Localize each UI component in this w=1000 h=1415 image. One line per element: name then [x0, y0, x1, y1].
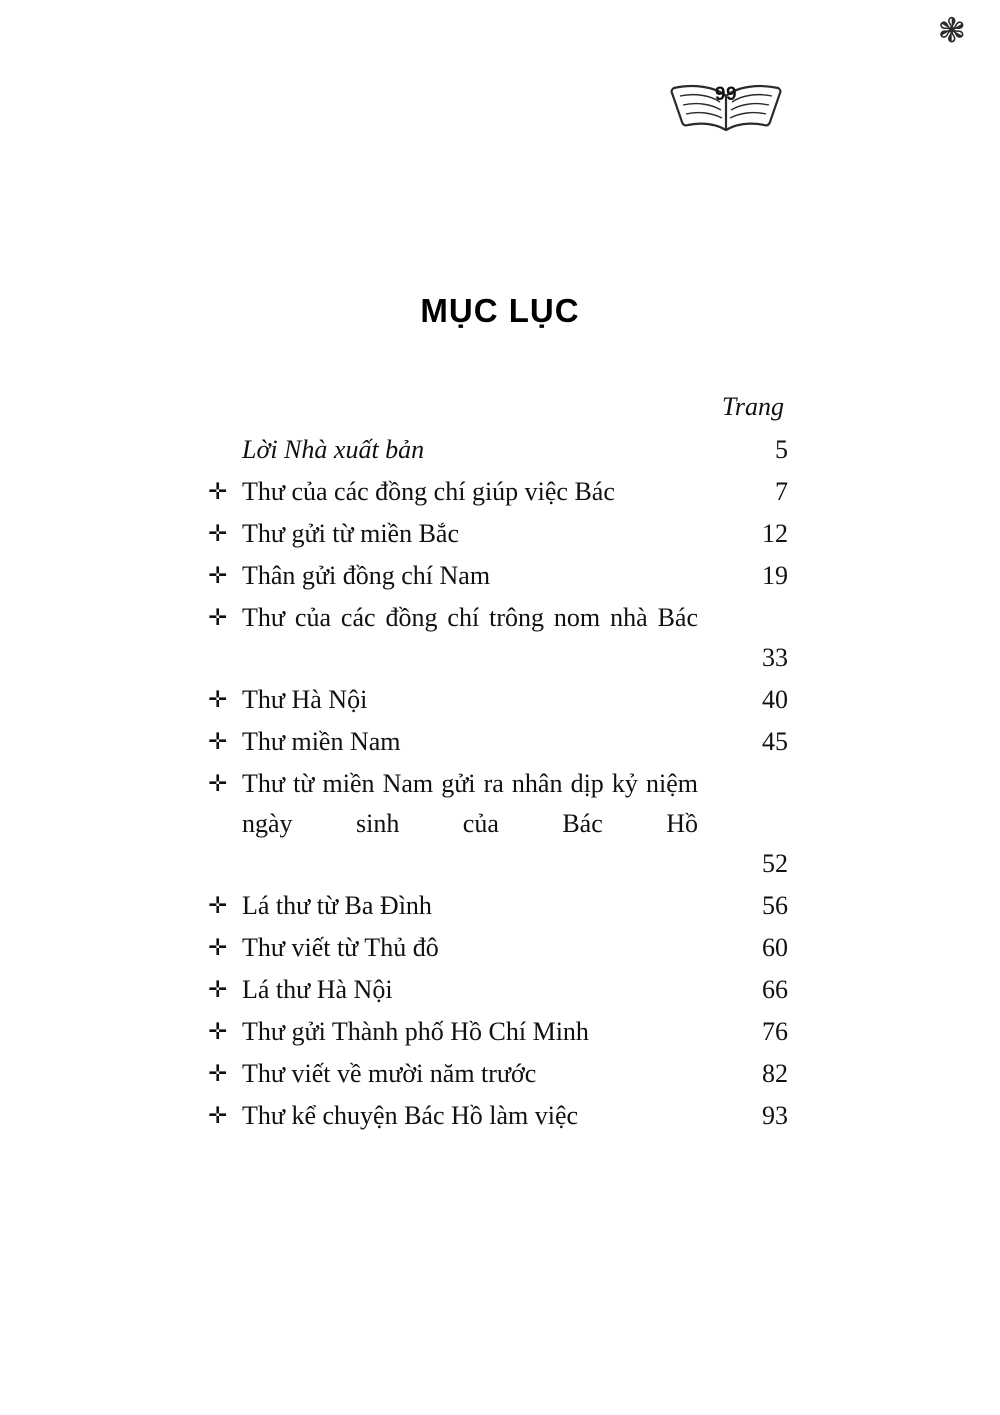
toc-row[interactable]	[208, 1054, 788, 1094]
toc-row[interactable]	[208, 928, 788, 968]
toc-entry-page: 45	[762, 727, 788, 756]
toc-entry-label: Thư viết về mười năm trước	[242, 1059, 537, 1088]
toc-entry-label: Thư Hà Nội	[242, 685, 368, 714]
toc-intro-row[interactable]	[208, 430, 788, 470]
toc-entry-label: Thư viết từ Thủ đô	[242, 933, 439, 962]
cross-bullet-icon: ✛	[208, 1061, 228, 1087]
page-header	[666, 68, 786, 138]
toc-row[interactable]	[208, 1012, 788, 1052]
toc-row[interactable]	[208, 722, 788, 762]
cross-bullet-icon: ✛	[208, 563, 228, 589]
cross-bullet-icon: ✛	[208, 771, 228, 797]
cross-bullet-icon: ✛	[208, 605, 228, 631]
cross-bullet-icon: ✛	[208, 935, 228, 961]
toc-entry-label: Thân gửi đồng chí Nam	[242, 561, 491, 590]
toc-row[interactable]	[208, 598, 788, 678]
toc-row[interactable]	[208, 886, 788, 926]
toc-entry-label: Thư của các đồng chí giúp việc Bác	[242, 477, 615, 506]
cross-bullet-icon: ✛	[208, 521, 228, 547]
toc-entry-label: Thư từ miền Nam gửi ra nhân dịp kỷ niệm ngày sinh của Bác Hồ	[242, 769, 698, 838]
toc-row[interactable]	[208, 970, 788, 1010]
toc-entry-page: 60	[762, 933, 788, 962]
toc-entry-page: 5	[775, 435, 788, 464]
cross-bullet-icon: ✛	[208, 1103, 228, 1129]
toc-entry-page: 93	[762, 1101, 788, 1130]
cross-bullet-icon: ✛	[208, 687, 228, 713]
cross-bullet-icon: ✛	[208, 1019, 228, 1045]
cross-bullet-icon: ✛	[208, 893, 228, 919]
toc-entry-page: 19	[762, 561, 788, 590]
toc-entry-page: 82	[762, 1059, 788, 1088]
toc-row[interactable]	[208, 472, 788, 512]
toc-row[interactable]	[208, 556, 788, 596]
toc-entry-label: Lá thư Hà Nội	[242, 975, 393, 1004]
toc-entry-page: 76	[762, 1017, 788, 1046]
table-of-contents	[208, 392, 788, 1138]
toc-entry-label: Thư miền Nam	[242, 727, 401, 756]
toc-entry-page: 12	[762, 519, 788, 548]
page-number: 99	[714, 84, 738, 105]
toc-entry-label: Lời Nhà xuất bản	[242, 435, 425, 464]
cross-bullet-icon: ✛	[208, 729, 228, 755]
cross-bullet-icon: ✛	[208, 977, 228, 1003]
toc-entry-label: Thư gửi Thành phố Hồ Chí Minh	[242, 1017, 589, 1046]
toc-entry-page: 66	[762, 975, 788, 1004]
toc-row[interactable]	[208, 764, 788, 884]
toc-entry-page: 33	[762, 643, 788, 672]
asterisk-ornament-icon: ❃	[937, 11, 966, 51]
toc-entry-page: 56	[762, 891, 788, 920]
page-title: MỤC LỤC	[420, 292, 580, 329]
toc-row[interactable]	[208, 680, 788, 720]
toc-entry-page: 40	[762, 685, 788, 714]
toc-entry-label: Thư kể chuyện Bác Hồ làm việc	[242, 1101, 579, 1130]
toc-row[interactable]	[208, 1096, 788, 1136]
toc-entry-label: Lá thư từ Ba Đình	[242, 891, 432, 920]
toc-entry-label: Thư của các đồng chí trông nom nhà Bác	[242, 603, 698, 632]
toc-row[interactable]	[208, 514, 788, 554]
toc-entry-page: 52	[762, 849, 788, 878]
cross-bullet-icon: ✛	[208, 479, 228, 505]
toc-entry-label: Thư gửi từ miền Bắc	[242, 519, 460, 548]
page-column-header: Trang	[721, 392, 784, 421]
toc-entry-page: 7	[775, 477, 788, 506]
